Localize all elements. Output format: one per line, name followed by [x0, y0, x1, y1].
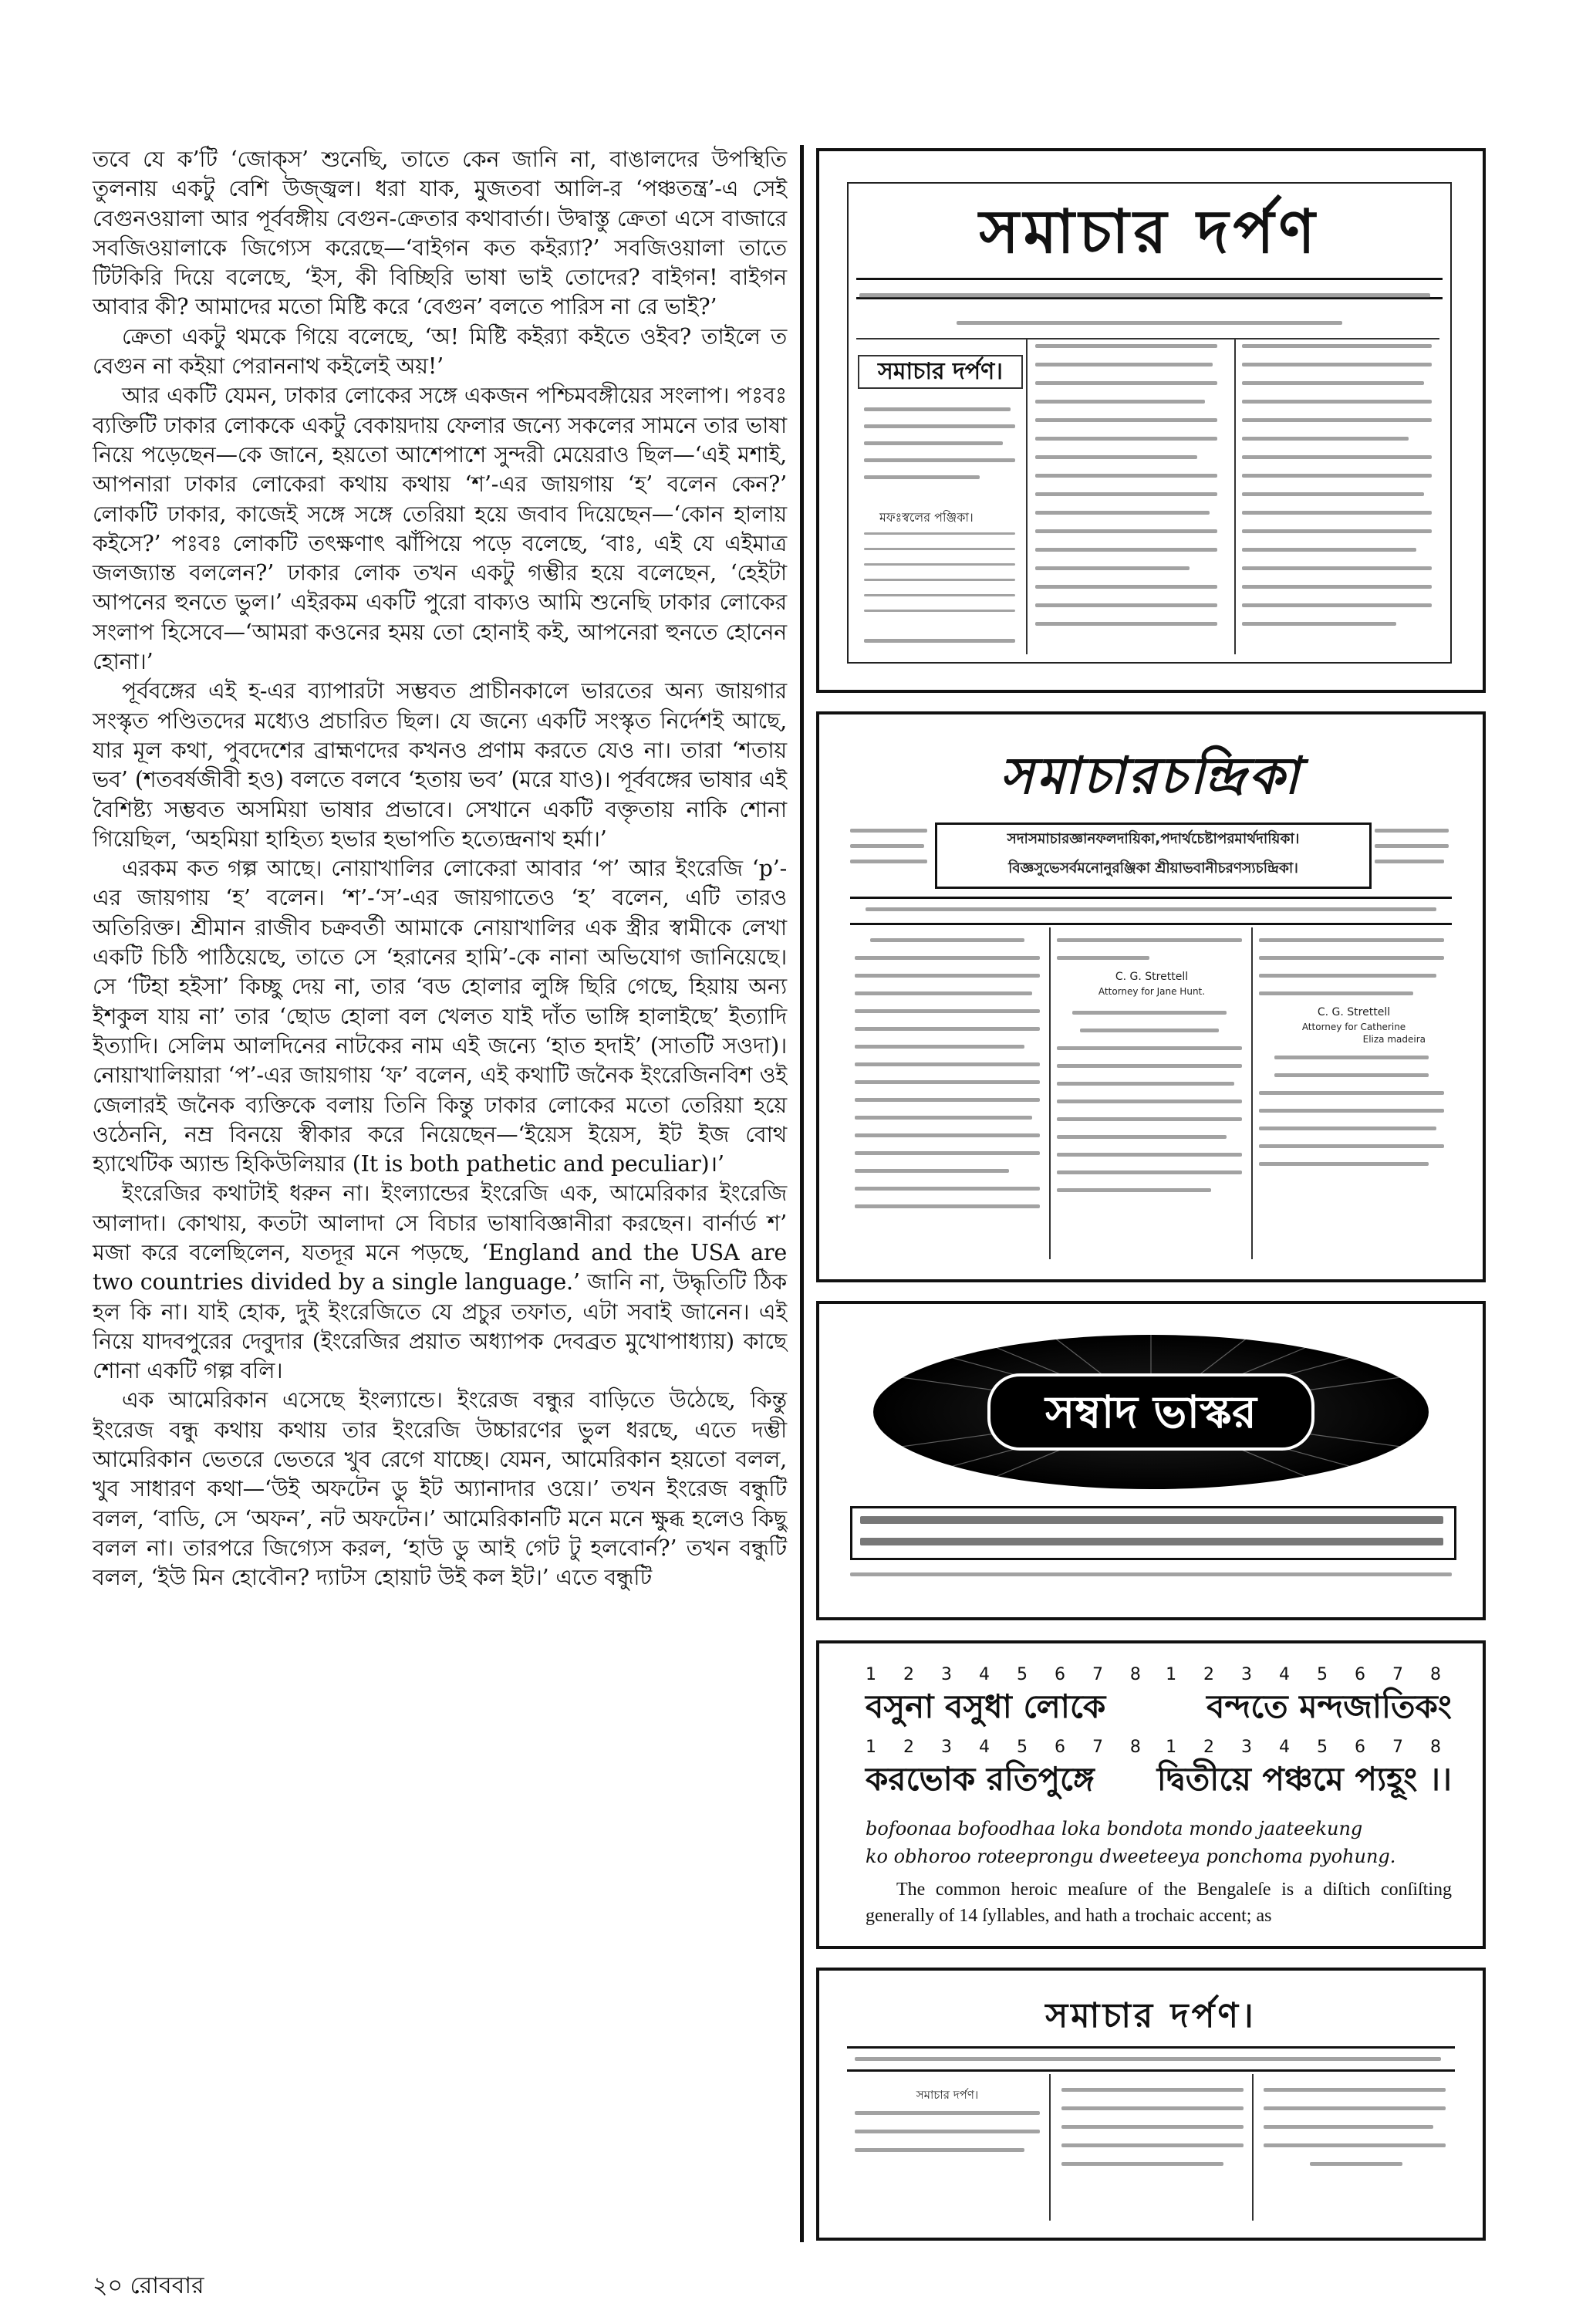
verse-digits-1a: 1 2 3 4 5 6 7 8 [866, 1665, 1152, 1684]
article-paragraph: ইংরেজির কথাটাই ধরুন না। ইংল্যান্ডের ইংরেজি এক, আমেরিকার ইংরেজি আলাদা। কোথায়, কতটা আলাদা সে বিচার ভাষাবিজ্ঞানীরা করছেন। বার্নার্ড শ’ মজা করে বলেছিলেন, যতদূর মনে পড়ছে, ‘England and the USA are two countries divided by a single language.’ জানি না, উদ্ধৃতিটি ঠিক হল কি না। যাই হোক, দুই ইংরেজিতে যে প্রচুর তফাত, এটা সবাই জানেন। এই নিয়ে যাদবপুরের দেবুদার (ইংরেজির প্রয়াত অধ্যাপক দেবব্রত মুখোপাধ্যায়) কাছে শোনা একটি গল্প বলি। [93, 1181, 787, 1384]
samachar-darpan-inner-title: সমাচার দর্পণ। [858, 355, 1023, 389]
clipping-samachar-chandrika [816, 711, 1486, 1282]
chandrika-motto-2: বিজ্ঞসুভেসর্বমনোনুরঞ্জিকা শ্রীয়াভবানীচরণস্যচন্দ্রিকা। [1008, 860, 1298, 877]
page-footer: ২০ রোববার [93, 2272, 204, 2299]
chandrika-signature-1-role: Attorney for Jane Hunt. [1098, 986, 1206, 997]
article-paragraph: এক আমেরিকান এসেছে ইংল্যান্ডে। ইংরেজ বন্ধুর বাড়িতে উঠেছে, কিন্তু ইংরেজ বন্ধু কথায় কথায় তার ইংরেজি উচ্চারণের ভুল ধরছে, এতে দম্ভী আমেরিকান ভেতরে ভেতরে খুব রেগে যাচ্ছে। যেমন, আমেরিকান হয়তো বলল, খুব সাধারণ কথা—‘উই অফটেন ডু ইট অ্যানাদার ওয়ে।’ তখন ইংরেজ বন্ধুটি বলল, ‘বাডি, সে ‘অফন’, নট অফটেন।’ আমেরিকানটি মনে মনে ক্ষুব্ধ হলেও কিছু বলল না। তারপরে জিগ্যেস করল, ‘হাউ ডু আই গেট টু হলবোর্ন?’ তখন বন্ধুটি বলল, ‘ইউ মিন হোবৌন? দ্যাটস হোয়াট উই কল ইট।’ এতে বন্ধুটি [93, 1387, 787, 1591]
verse-bengali-1a: বসুনা বসুধা লোকে [866, 1687, 1106, 1725]
verse-digits-2a: 1 2 3 4 5 6 7 8 [866, 1738, 1152, 1757]
article-paragraph: এরকম কত গল্প আছে। নোয়াখালির লোকেরা আবার ‘প’ আর ইংরেজি ‘p’-এর জায়গায় ‘হ’ বলেন। ‘শ’-‘স’-এর জায়গাতেও ‘হ’ বলেন, এটি তারও অতিরিক্ত। শ্রীমান রাজীব চক্রবর্তী আমাকে নোয়াখালির এক স্ত্রীর স্বামীকে লেখা একটি চিঠি পাঠিয়েছে, তাতে সে ‘হরানের হামি’-কে নানা অভিযোগ জানিয়েছে। সে ‘টিহা হইসা’ কিচ্ছু দেয় না, তার ‘বড হোলার লুঙ্গি ছিরি গেছে, হিয়ায় অন্য ইশকুল যায় না’ তার ‘ছোড হোলা বল খেলত যাই দাঁত ভাঙ্গি হালাইছে’ ইত্যাদি ইত্যাদি। সেলিম আলদিনের নাটকের নাম এই জন্যে ‘হাত হদাই’ (সাতটি সওদা)। নোয়াখালিয়ারা ‘প’-এর জায়গায় ‘ফ’ বলেন, এই কথাটি জনৈক ইংরেজিনবিশ ওই জেলারই জনৈক ব্যক্তিকে বলায় তিনি কিন্তু ঢাকার লোকের মতো তেরিয়া হয়ে ওঠেননি, নম্র বিনয়ে স্বীকার করে নিয়েছেন—‘ইয়েস ইয়েস, ইট ইজ বোথ হ্যাথেটিক অ্যান্ড হিকিউলিয়ার (It is both pathetic and peculiar)।’ [93, 856, 787, 1177]
article-paragraph: আর একটি যেমন, ঢাকার লোকের সঙ্গে একজন পশ্চিমবঙ্গীয়ের সংলাপ। পঃবঃ ব্যক্তিটি ঢাকার লোককে একটু বেকায়দায় ফেলার জন্যে সকলের সামনে তার ভাষা নিয়ে পড়েছেন—কে জানে, হয়তো আশেপাশে সুন্দরী মেয়েরাও ছিল—‘এই মশাই, আপনারা ঢাকার লোকেরা কথায় কথায় ‘শ’-এর জায়গায় ‘হ’ বলেন কেন?’ লোকটি ঢাকার, কাজেই সঙ্গে সঙ্গে তেরিয়া হয়ে জবাব দিয়েছেন—‘কোন হালায় কইসে?’ পঃবঃ লোকটি তৎক্ষণাৎ ঝাঁপিয়ে পড়ে বলেছে, ‘বাঃ, এই যে এইমাত্র জলজ্যান্ত বললেন?’ ঢাকার লোক তখন একটু গম্ভীর হয়ে বলেছেন, ‘হেইটা আপনের হুনতে ভুল।’ এইরকম একটি পুরো বাক্যও আমি শুনেছি ঢাকার লোকের সংলাপ হিসেবে—‘আমরা কওনের হময় তো হোনাই কই, আপনেরা হুনতে হোনেন হোনা।’ [93, 383, 787, 675]
verse-digits-1b: 1 2 3 4 5 6 7 8 [1166, 1665, 1452, 1684]
masthead-sambad-bhaskar: সম্বাদ ভাস্কর [1045, 1386, 1257, 1438]
chandrika-signature-2-role: Attorney for Catherine [1301, 1022, 1406, 1032]
masthead-samachar-chandrika: সমাচারচন্দ্রিকা [1000, 746, 1302, 806]
column-divider [800, 145, 804, 2242]
clipping-samachar-darpan-1 [816, 148, 1486, 693]
article-paragraph: ক্রেতা একটু থমকে গিয়ে বলেছে, ‘অ! মিষ্টি কইর‍্যা কইতে ওইব? তাইলে ত বেগুন না কইয়া পেরাননাথ কইলেই অয়!’ [93, 323, 787, 380]
masthead-samachar-darpan-2: সমাচার দর্পণ। [1045, 1996, 1257, 2035]
chandrika-motto-1: সদাসমাচারজ্ঞানফলদায়িকা,পদার্থচেষ্টাপরমার্থদায়িকা। [1007, 831, 1300, 847]
verse-bengali-2b: দ্বিতীয়ে পঞ্চমে প্যহূং ।। [1156, 1760, 1452, 1798]
article-paragraph: পূর্ববঙ্গের এই হ-এর ব্যাপারটা সম্ভবত প্রাচীনকালে ভারতের অন্য জায়গার সংস্কৃত পণ্ডিতদের মধ্যেও প্রচারিত ছিল। যে জন্যে একটি সংস্কৃত নির্দেশই আছে, যার মূল কথা, পুবদেশের ব্রাহ্মণদের কখনও প্রণাম করতে যেও না। তারা ‘শতায় ভব’ (শতবর্ষজীবী হও) বলতে বলবে ‘হতায় ভব’ (মরে যাও)। পূর্ববঙ্গের ভাষার এই বৈশিষ্ট্য সম্ভবত অসমিয়া ভাষার প্রভাবে। সেখানে একটি বক্তৃতায় নাকি শোনা গিয়েছিল, ‘অহমিয়া হাহিত্য হভার হভাপতি হত্যেন্দ্রনাথ হর্মা।’ [93, 678, 787, 852]
darpan-section-label: মফঃস্বলের পঞ্জিকা। [879, 510, 974, 525]
chandrika-signature-2-name: Eliza madeira [1362, 1034, 1426, 1045]
verse-transliteration-1: bofoonaa bofoodhaa loka bondota mondo jaateekung [866, 1818, 1363, 1839]
article-body [93, 145, 787, 1593]
verse-transliteration-2: ko obhoroo roteeprongu dweeteeya ponchoma pyohung. [866, 1846, 1396, 1867]
article-paragraph: তবে যে ক’টি ‘জোক্‌স’ শুনেছি, তাতে কেন জানি না, বাঙালদের উপস্থিতি তুলনায় একটু বেশি উজ্জ্বল। ধরা যাক, মুজতবা আলি-র ‘পঞ্চতন্ত্র’-এ সেই বেগুনওয়ালা আর পূর্ববঙ্গীয় বেগুন-ক্রেতার কথাবার্তা। উদ্বাস্তু ক্রেতা এসে বাজারে সবজিওয়ালাকে জিগ্যেস করেছে—‘বাইগন কত কইর‍্যা?’ সবজিওয়ালা তাতে টিটকিরি দিয়ে বলেছে, ‘ইস, কী বিচ্ছিরি ভাষা ভাই তোদের? বাইগন! বাইগন আবার কী? আমাদের মতো মিষ্টি করে ‘বেগুন’ বলতে পারিস না রে ভাই?’ [93, 147, 787, 320]
clipping-verse-sample [816, 1640, 1486, 1949]
clipping-samachar-darpan-2 [816, 1968, 1486, 2241]
verse-bengali-1b: বন্দতে মন্দজাতিকং [1206, 1687, 1452, 1725]
verse-digits-2b: 1 2 3 4 5 6 7 8 [1166, 1738, 1452, 1757]
chandrika-signature-2: C. G. Strettell [1317, 1006, 1391, 1018]
verse-bengali-2a: করভোক রতিপুঙ্গে [866, 1760, 1095, 1798]
masthead-samachar-darpan: সমাচার দর্পণ [979, 198, 1320, 267]
darpan-2-inner-title: সমাচার দর্পণ। [916, 2088, 979, 2102]
chandrika-signature-1: C. G. Strettell [1115, 971, 1189, 983]
clipping-sambad-bhaskar [816, 1301, 1486, 1620]
verse-english-note: The common heroic meaſure of the Bengaleſe is a diſtich conſiſting generally of 14 ſyllables, and hath a trochaic accent; as [866, 1880, 1452, 1926]
